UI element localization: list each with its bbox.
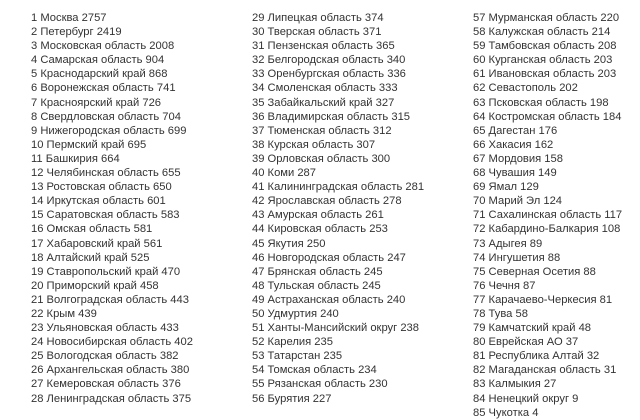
list-item: 3 Московская область 2008: [31, 40, 175, 53]
list-item: 21 Волгоградская область 443: [31, 293, 189, 306]
list-item: 82 Магаданская область 31: [473, 364, 617, 377]
list-item: 57 Мурманская область 220: [473, 12, 620, 24]
list-item: 31 Пензенская область 365: [252, 40, 395, 53]
list-item: 72 Кабардино-Балкария 108: [473, 223, 621, 236]
list-item: 26 Архангельская область 380: [31, 364, 190, 377]
list-item: 77 Карачаево-Черкесия 81: [473, 293, 613, 306]
list-item: 43 Амурская область 261: [252, 209, 384, 222]
list-item: 24 Новосибирская область 402: [31, 336, 193, 349]
list-item: 23 Ульяновская область 433: [31, 322, 179, 335]
list-item: 53 Татарстан 235: [252, 350, 343, 363]
list-item: 54 Томская область 234: [252, 364, 377, 377]
list-item: 68 Чувашия 149: [473, 167, 557, 180]
list-item: 19 Ставропольский край 470: [31, 265, 181, 278]
list-item: 34 Смоленская область 333: [252, 82, 398, 95]
list-item: 51 Ханты-Мансийский округ 238: [252, 322, 419, 335]
list-item: 73 Адыгея 89: [473, 237, 543, 250]
list-item: 71 Сахалинская область 117: [473, 209, 623, 222]
list-item: 32 Белгородская область 340: [252, 54, 406, 67]
list-item: 56 Бурятия 227: [252, 392, 332, 405]
column-2: [252, 11, 424, 406]
list-item: 1 Москва 2757: [31, 12, 107, 24]
list-item: 81 Республика Алтай 32: [473, 350, 600, 363]
list-item: 69 Ямал 129: [473, 181, 539, 194]
list-item: 22 Крым 439: [31, 307, 97, 320]
list-item: 61 Ивановская область 203: [473, 68, 617, 81]
list-item: 15 Саратовская область 583: [31, 209, 180, 222]
list-item: 20 Приморский край 458: [31, 279, 159, 292]
list-item: 58 Калужская область 214: [473, 26, 611, 39]
list-item: 59 Тамбовская область 208: [473, 40, 617, 53]
list-item: 47 Брянская область 245: [252, 265, 383, 278]
list-item: 40 Коми 287: [252, 167, 317, 180]
list-item: 17 Хабаровский край 561: [31, 237, 163, 250]
list-item: 70 Марий Эл 124: [473, 195, 563, 208]
list-item: 7 Красноярский край 726: [31, 96, 162, 109]
list-item: 6 Воронежская область 741: [31, 82, 176, 95]
list-item: 10 Пермский край 695: [31, 138, 147, 151]
column-3: [473, 11, 622, 420]
list-item: 60 Курганская область 203: [473, 54, 613, 67]
list-item: 37 Тюменская область 312: [252, 124, 392, 137]
list-item: 38 Курская область 307: [252, 138, 376, 151]
list-item: 9 Нижегородская область 699: [31, 124, 187, 137]
list-item: 50 Удмуртия 240: [252, 307, 339, 320]
list-item: 11 Башкирия 664: [31, 152, 120, 165]
list-item: 67 Мордовия 158: [473, 152, 563, 165]
list-item: 85 Чукотка 4: [473, 406, 539, 419]
column-1: [31, 11, 193, 406]
list-item: 49 Астраханская область 240: [252, 293, 406, 306]
list-item: 80 Еврейская АО 37: [473, 336, 579, 349]
list-item: 41 Калининградская область 281: [252, 181, 425, 194]
list-item: 5 Краснодарский край 868: [31, 68, 168, 81]
list-item: 13 Ростовская область 650: [31, 181, 172, 194]
list-item: 52 Карелия 235: [252, 336, 333, 349]
list-item: 48 Тульская область 245: [252, 279, 381, 292]
list-item: 12 Челябинская область 655: [31, 167, 181, 180]
list-item: 79 Камчатский край 48: [473, 322, 592, 335]
list-item: 62 Севастополь 202: [473, 82, 578, 95]
list-item: 74 Ингушетия 88: [473, 251, 561, 264]
list-item: 36 Владимирская область 315: [252, 110, 411, 123]
list-item: 39 Орловская область 300: [252, 152, 391, 165]
list-item: 45 Якутия 250: [252, 237, 326, 250]
list-item: 55 Рязанская область 230: [252, 378, 388, 391]
list-item: 83 Калмыкия 27: [473, 378, 557, 391]
list-item: 4 Самарская область 904: [31, 54, 165, 67]
list-item: 66 Хакасия 162: [473, 138, 554, 151]
list-item: 46 Новгородская область 247: [252, 251, 406, 264]
list-item: 2 Петербург 2419: [31, 26, 122, 39]
list-item: 42 Ярославская область 278: [252, 195, 402, 208]
list-item: 65 Дагестан 176: [473, 124, 558, 137]
list-item: 78 Тува 58: [473, 307, 528, 320]
list-item: 8 Свердловская область 704: [31, 110, 181, 123]
list-item: 25 Вологодская область 382: [31, 350, 179, 363]
list-item: 18 Алтайский край 525: [31, 251, 150, 264]
list-item: 14 Иркутская область 601: [31, 195, 166, 208]
list-item: 30 Тверская область 371: [252, 26, 382, 39]
list-item: 16 Омская область 581: [31, 223, 153, 236]
list-item: 84 Ненецкий округ 9: [473, 392, 579, 405]
list-item: 44 Кировская область 253: [252, 223, 388, 236]
list-item: 27 Кемеровская область 376: [31, 378, 181, 391]
list-item: 75 Северная Осетия 88: [473, 265, 596, 278]
list-item: 35 Забайкальский край 327: [252, 96, 395, 109]
list-item: 33 Оренбургская область 336: [252, 68, 406, 81]
list-item: 63 Псковская область 198: [473, 96, 609, 109]
list-item: 28 Ленинградская область 375: [31, 392, 192, 405]
list-item: 76 Чечня 87: [473, 279, 536, 292]
list-item: 64 Костромская область 184: [473, 110, 622, 123]
ranking-list: [0, 11, 640, 419]
list-item: 29 Липецкая область 374: [252, 12, 384, 24]
